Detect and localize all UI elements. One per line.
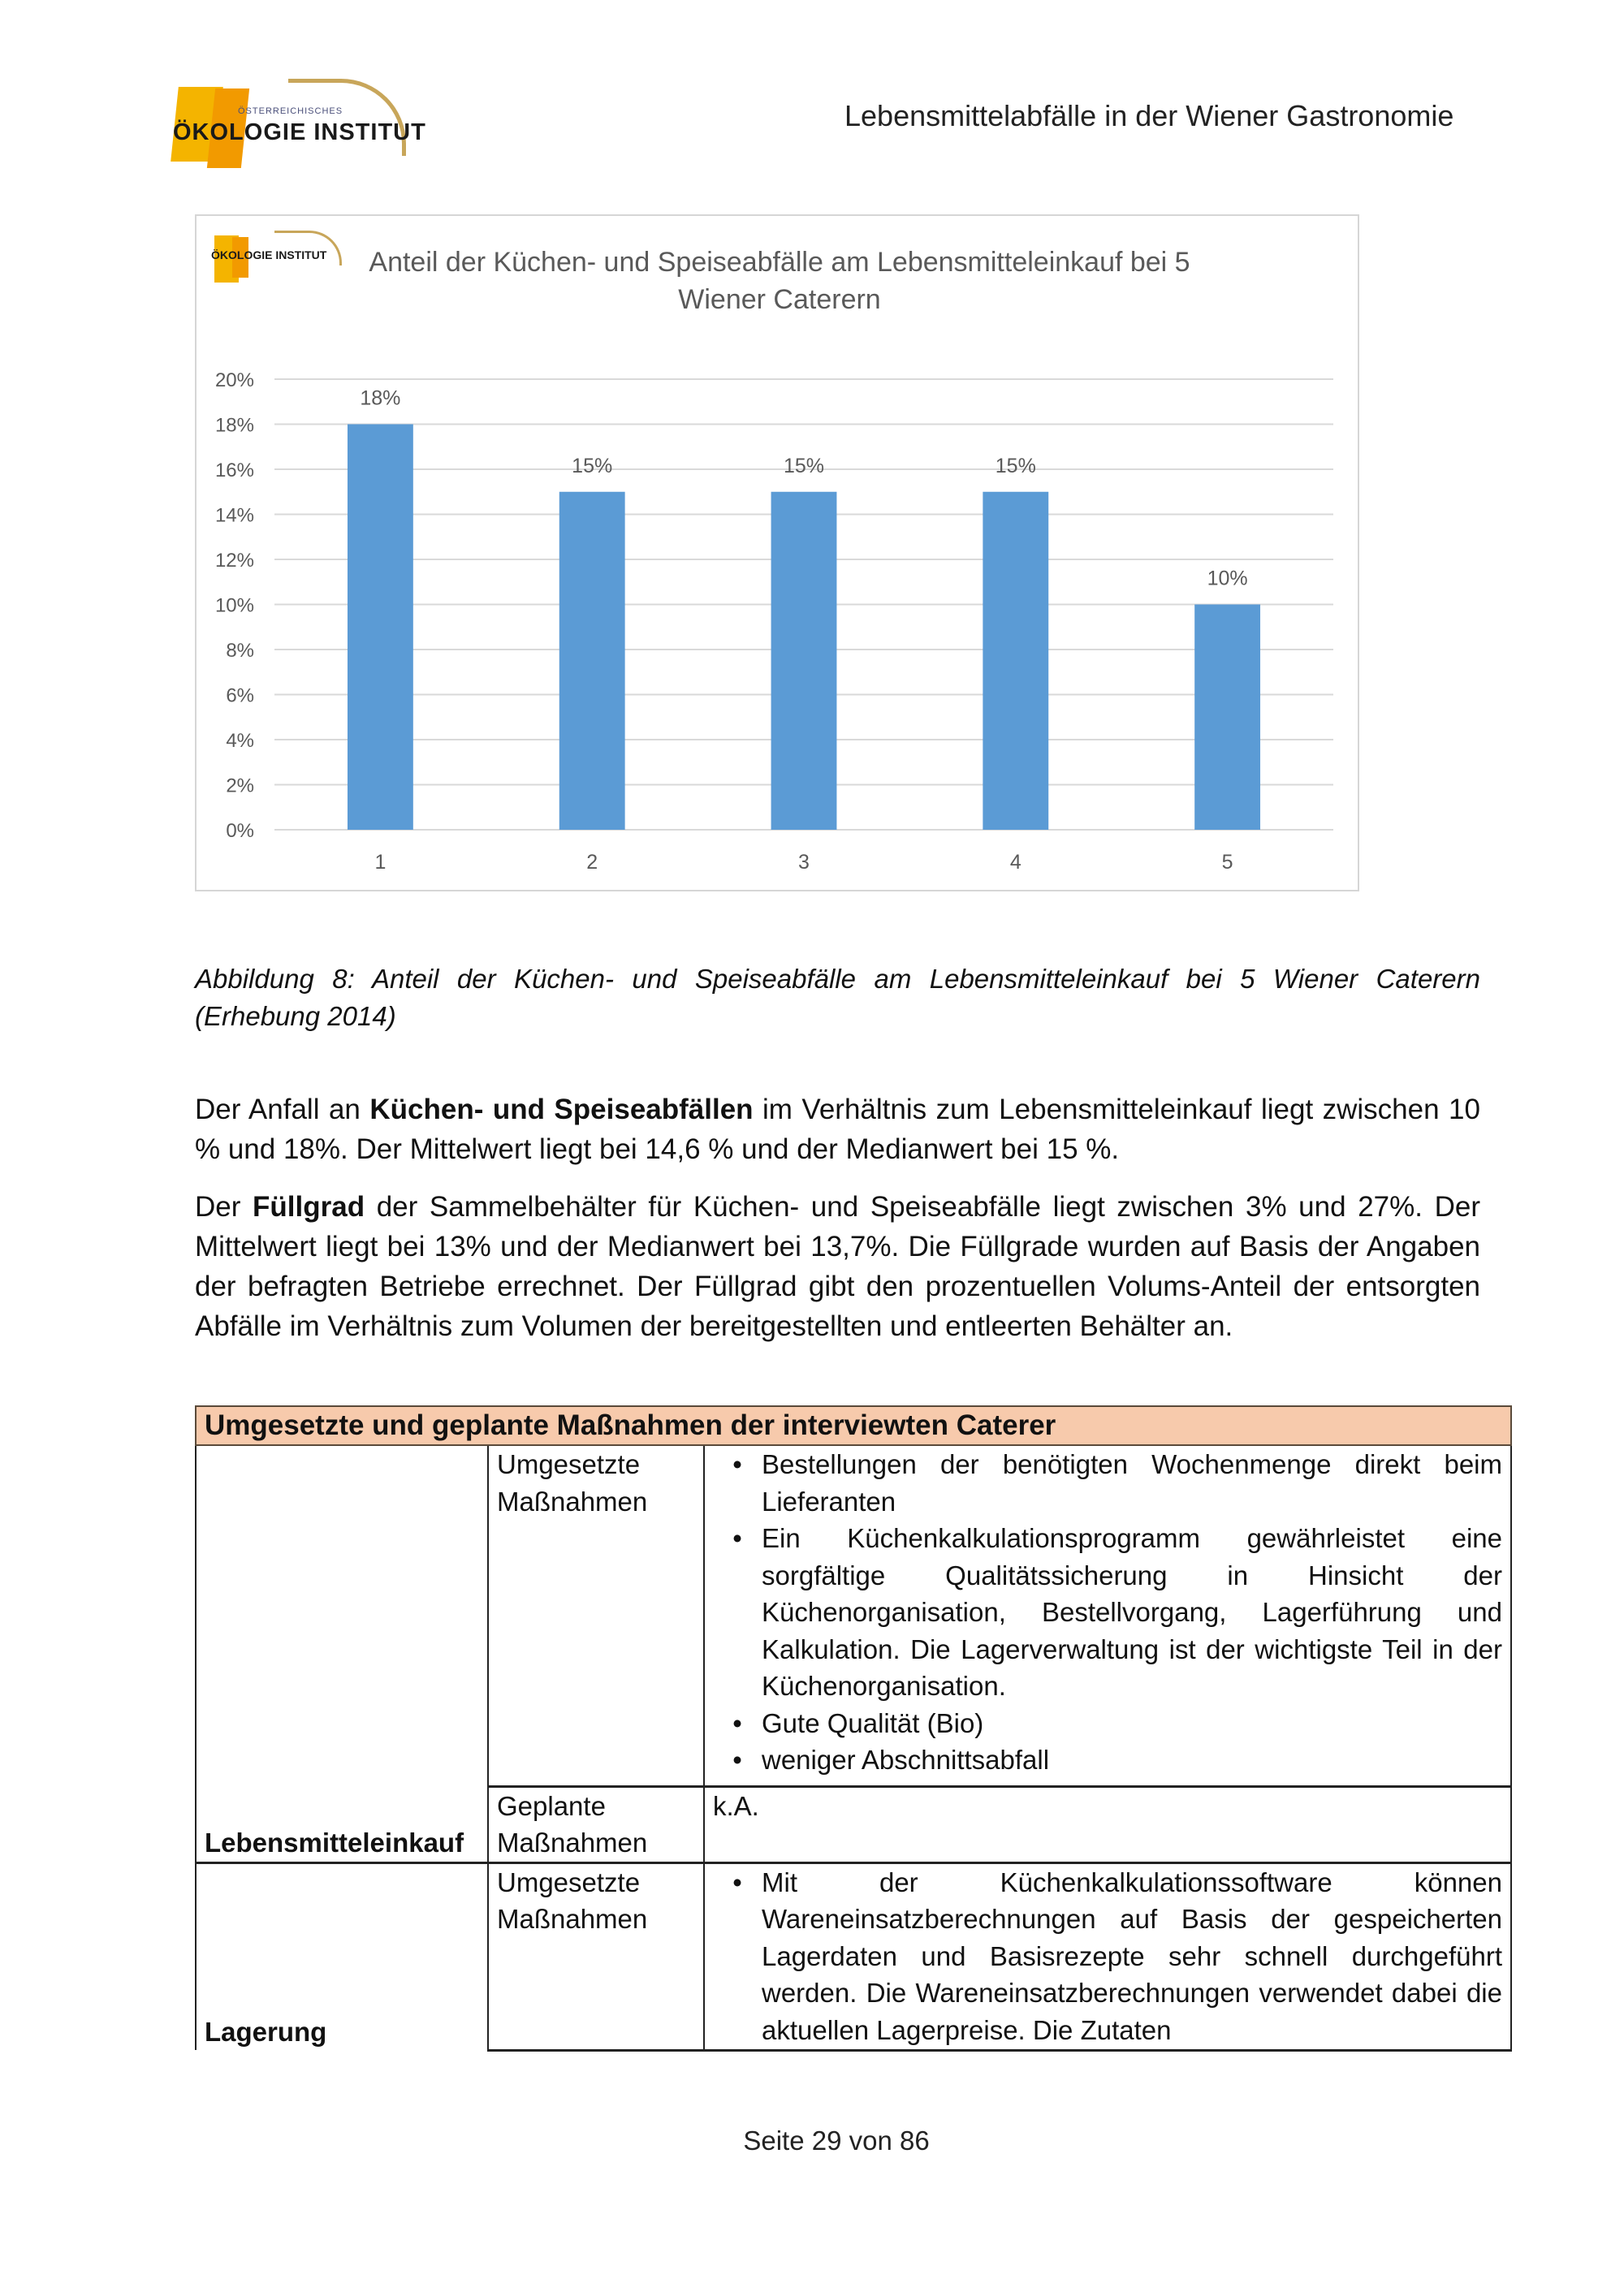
paragraph-text: Der Anfall an (195, 1094, 370, 1125)
table-header-row (196, 1406, 1511, 1445)
table-row (196, 1862, 1511, 2050)
x-tick-label: 3 (798, 851, 810, 874)
row-subcategory-label: Geplante Maßnahmen (488, 1786, 704, 1862)
bar (559, 492, 625, 830)
logo-subtitle: ÖSTERREICHISCHES (238, 106, 343, 116)
y-tick-label: 10% (214, 594, 254, 617)
data-label: 18% (360, 386, 401, 410)
data-label: 10% (1207, 567, 1248, 590)
bar (771, 492, 837, 830)
y-tick-label: 4% (226, 730, 254, 752)
y-tick-label: 16% (214, 460, 254, 481)
y-tick-label: 0% (226, 820, 254, 842)
row-measures-cell (704, 1862, 1511, 2050)
row-category: Lagerung (196, 1862, 488, 2050)
list-item: • Bestellungen der benötigten Wochenmenge direkt beim Lieferanten (762, 1446, 1502, 1520)
data-label: 15% (572, 454, 613, 477)
page-number: Seite 29 von 86 (743, 2126, 930, 2156)
y-tick-label: 14% (214, 504, 254, 527)
y-tick-label: 12% (214, 550, 254, 572)
y-tick-label: 8% (226, 640, 254, 662)
chart-logo-name: ÖKOLOGIE INSTITUT (211, 248, 327, 261)
y-tick-label: 20% (214, 369, 254, 391)
paragraph-text: im Verhältnis zum Lebensmitteleinkauf liegt zwischen 10 % und 18%. Der Mittelwert liegt bei 14,6 % und der Medianwert bei 15 %. (195, 1094, 1480, 1165)
measures-list (713, 1864, 1502, 2049)
x-tick-label: 2 (586, 851, 598, 874)
table-header: Umgesetzte und geplante Maßnahmen der interviewten Caterer (196, 1406, 1511, 1445)
data-label: 15% (995, 454, 1036, 477)
x-tick-label: 5 (1221, 851, 1233, 874)
row-subcategory-label: Umgesetzte Maßnahmen (488, 1862, 704, 2050)
y-tick-label: 2% (226, 775, 254, 797)
y-tick-label: 6% (226, 684, 254, 707)
paragraph-bold-term: Füllgrad (253, 1191, 365, 1223)
paragraph-bold-term: Küchen- und Speiseabfällen (369, 1094, 754, 1125)
list-item: • Gute Qualität (Bio) (762, 1705, 1502, 1742)
list-item: • weniger Abschnittsabfall (762, 1741, 1502, 1779)
bar-chart (0, 0, 1624, 909)
measures-list (713, 1446, 1502, 1779)
x-tick-label: 4 (1009, 851, 1021, 874)
measures-table (195, 1405, 1512, 2052)
chart-title-line-2: Wiener Caterern (678, 284, 881, 315)
x-tick-label: 1 (374, 851, 387, 874)
data-label: 15% (783, 454, 825, 477)
row-measures-cell (704, 1445, 1511, 1786)
table-row (196, 1445, 1511, 1786)
row-subcategory-label: Umgesetzte Maßnahmen (488, 1445, 704, 1786)
y-tick-label: 18% (214, 414, 254, 437)
row-category: Lebensmitteleinkauf (196, 1445, 488, 1862)
list-item: • Mit der Küchenkalkulationssoftware können Wareneinsatzberechnungen auf Basis der gespeicherten Lagerdaten und Basisrezepte sehr schnell durchgeführt werden. Die Wareneinsatzberechnungen verwendet dabei die aktuellen Lagerpreise. Die Zutaten (762, 1864, 1502, 2049)
paragraph-text: der Sammelbehälter für Küchen- und Speiseabfälle liegt zwischen 3% und 27%. Der Mittelwert liegt bei 13% und der Medianwert bei 13,7%. Die Füllgrade wurden auf Basis der Angaben der befragten Betriebe errechnet. Der Füllgrad gibt den prozentuellen Volums-Anteil der entsorgten Abfälle im Verhältnis zum Volumen der bereitgestellten und entleerten Behälter an. (195, 1191, 1480, 1342)
figure-caption: Abbildung 8: Anteil der Küchen- und Speiseabfälle am Lebensmitteleinkauf bei 5 Wiener Caterern (Erhebung 2014) (195, 964, 1480, 1031)
paragraph-fill-level (195, 1187, 1480, 1346)
bar (348, 425, 413, 831)
bar (1194, 605, 1260, 831)
bar (983, 492, 1048, 830)
running-header-title: Lebensmittelabfälle in der Wiener Gastronomie (844, 99, 1454, 132)
chart-title-line-1: Anteil der Küchen- und Speiseabfälle am Lebensmitteleinkauf bei 5 (369, 247, 1190, 278)
paragraph-waste-share (195, 1090, 1480, 1169)
logo-name: ÖKOLOGIE INSTITUT (173, 119, 426, 145)
row-measures-cell: k.A. (704, 1786, 1511, 1862)
paragraph-text: Der (195, 1191, 253, 1223)
list-item: • Ein Küchenkalkulationsprogramm gewährleistet eine sorgfältige Qualitätssicherung in Hinsicht der Küchenorganisation, Bestellvorgang, Lagerführung und Kalkulation. Die Lagerverwaltung ist der wichtigste Teil in der Küchenorganisation. (762, 1520, 1502, 1705)
